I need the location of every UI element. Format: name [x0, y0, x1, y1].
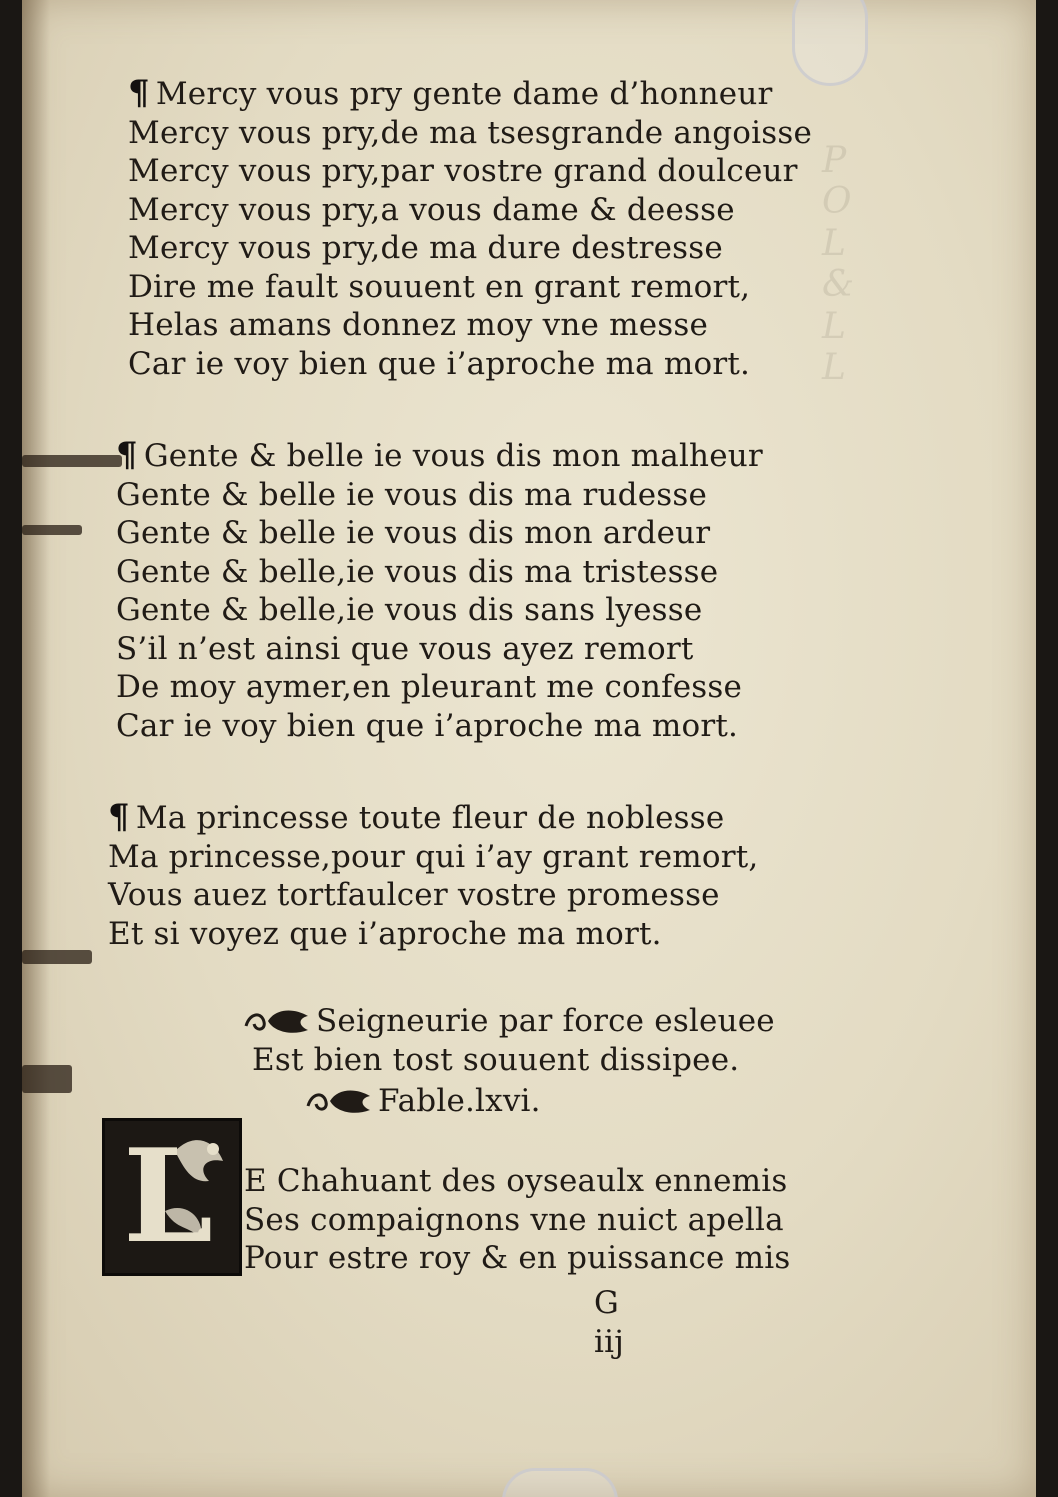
moral-line-2: Est bien tost souuent dissipee. — [252, 1041, 740, 1078]
verse-line: Mercy vous pry,de ma tsesgrande angoisse — [128, 114, 813, 151]
binding-stain — [22, 525, 82, 535]
verse-line: Gente & belle,ie vous dis ma tristesse — [116, 553, 719, 590]
verse-line: Gente & belle ie vous dis mon ardeur — [116, 515, 711, 551]
verse-line: Ma princesse,pour qui i’ay grant remort, — [108, 838, 759, 875]
stanza-2 — [116, 436, 763, 745]
initial-letter: L — [123, 1122, 213, 1272]
verse-line: Mercy vous pry,par vostre grand doulceur — [128, 153, 798, 189]
fable-title: Fable.lxvi. — [378, 1083, 541, 1119]
verse-line: Helas amans donnez moy vne messe — [128, 307, 709, 343]
fable-heading — [304, 1082, 541, 1121]
verse-line: Pour estre roy & en puissance mis — [244, 1240, 791, 1276]
verse-line: ¶ Ma princesse toute fleur de noblesse — [108, 797, 725, 837]
verse-line: Dire me fault souuent en grant remort, — [128, 268, 751, 305]
verse-line: De moy aymer,en pleurant me confesse — [116, 669, 743, 705]
stanza-3 — [108, 798, 758, 953]
verse-line: Ses compaignons vne nuict apella — [244, 1201, 784, 1238]
paper-clip-bottom — [502, 1468, 618, 1497]
moral — [242, 1002, 775, 1079]
moral-line-1: Seigneurie par force esleuee — [242, 1002, 775, 1041]
verse-line: E Chahuant des oyseaulx ennemis — [244, 1163, 788, 1199]
fleuron-icon — [304, 1088, 374, 1114]
verse-line: Mercy vous pry,a vous dame & deesse — [128, 191, 735, 228]
verse-line: Mercy vous pry,de ma dure destresse — [128, 230, 723, 266]
verse-line: S’il n’est ainsi que vous ayez remort — [116, 630, 694, 667]
decorated-initial — [102, 1118, 242, 1276]
pilcrow-icon: ¶ — [128, 73, 150, 113]
verse-line: ¶ Mercy vous pry gente dame d’honneur — [128, 73, 773, 113]
pilcrow-icon: ¶ — [116, 435, 138, 475]
verse-line: Et si voyez que i’aproche ma mort. — [108, 915, 662, 952]
book-page — [22, 0, 1036, 1497]
show-through-text: P O L & L L — [822, 140, 855, 388]
verse-line: Car ie voy bien que i’aproche ma mort. — [116, 707, 739, 744]
verse-line: Gente & belle ie vous dis ma rudesse — [116, 476, 708, 513]
verse-line: Gente & belle,ie vous dis sans lyesse — [116, 592, 703, 628]
pilcrow-icon: ¶ — [108, 797, 130, 837]
binding-stain — [22, 950, 92, 964]
signature-mark: G iij — [594, 1285, 625, 1360]
fleuron-icon — [242, 1008, 312, 1034]
verse-line: Car ie voy bien que i’aproche ma mort. — [128, 345, 751, 382]
binding-stain — [22, 455, 122, 467]
fable-text — [244, 1162, 790, 1278]
verse-line: Vous auez tortfaulcer vostre promesse — [108, 877, 720, 913]
stanza-1 — [128, 74, 812, 383]
binding-stain — [22, 1065, 72, 1093]
verse-line: ¶ Gente & belle ie vous dis mon malheur — [116, 435, 763, 475]
